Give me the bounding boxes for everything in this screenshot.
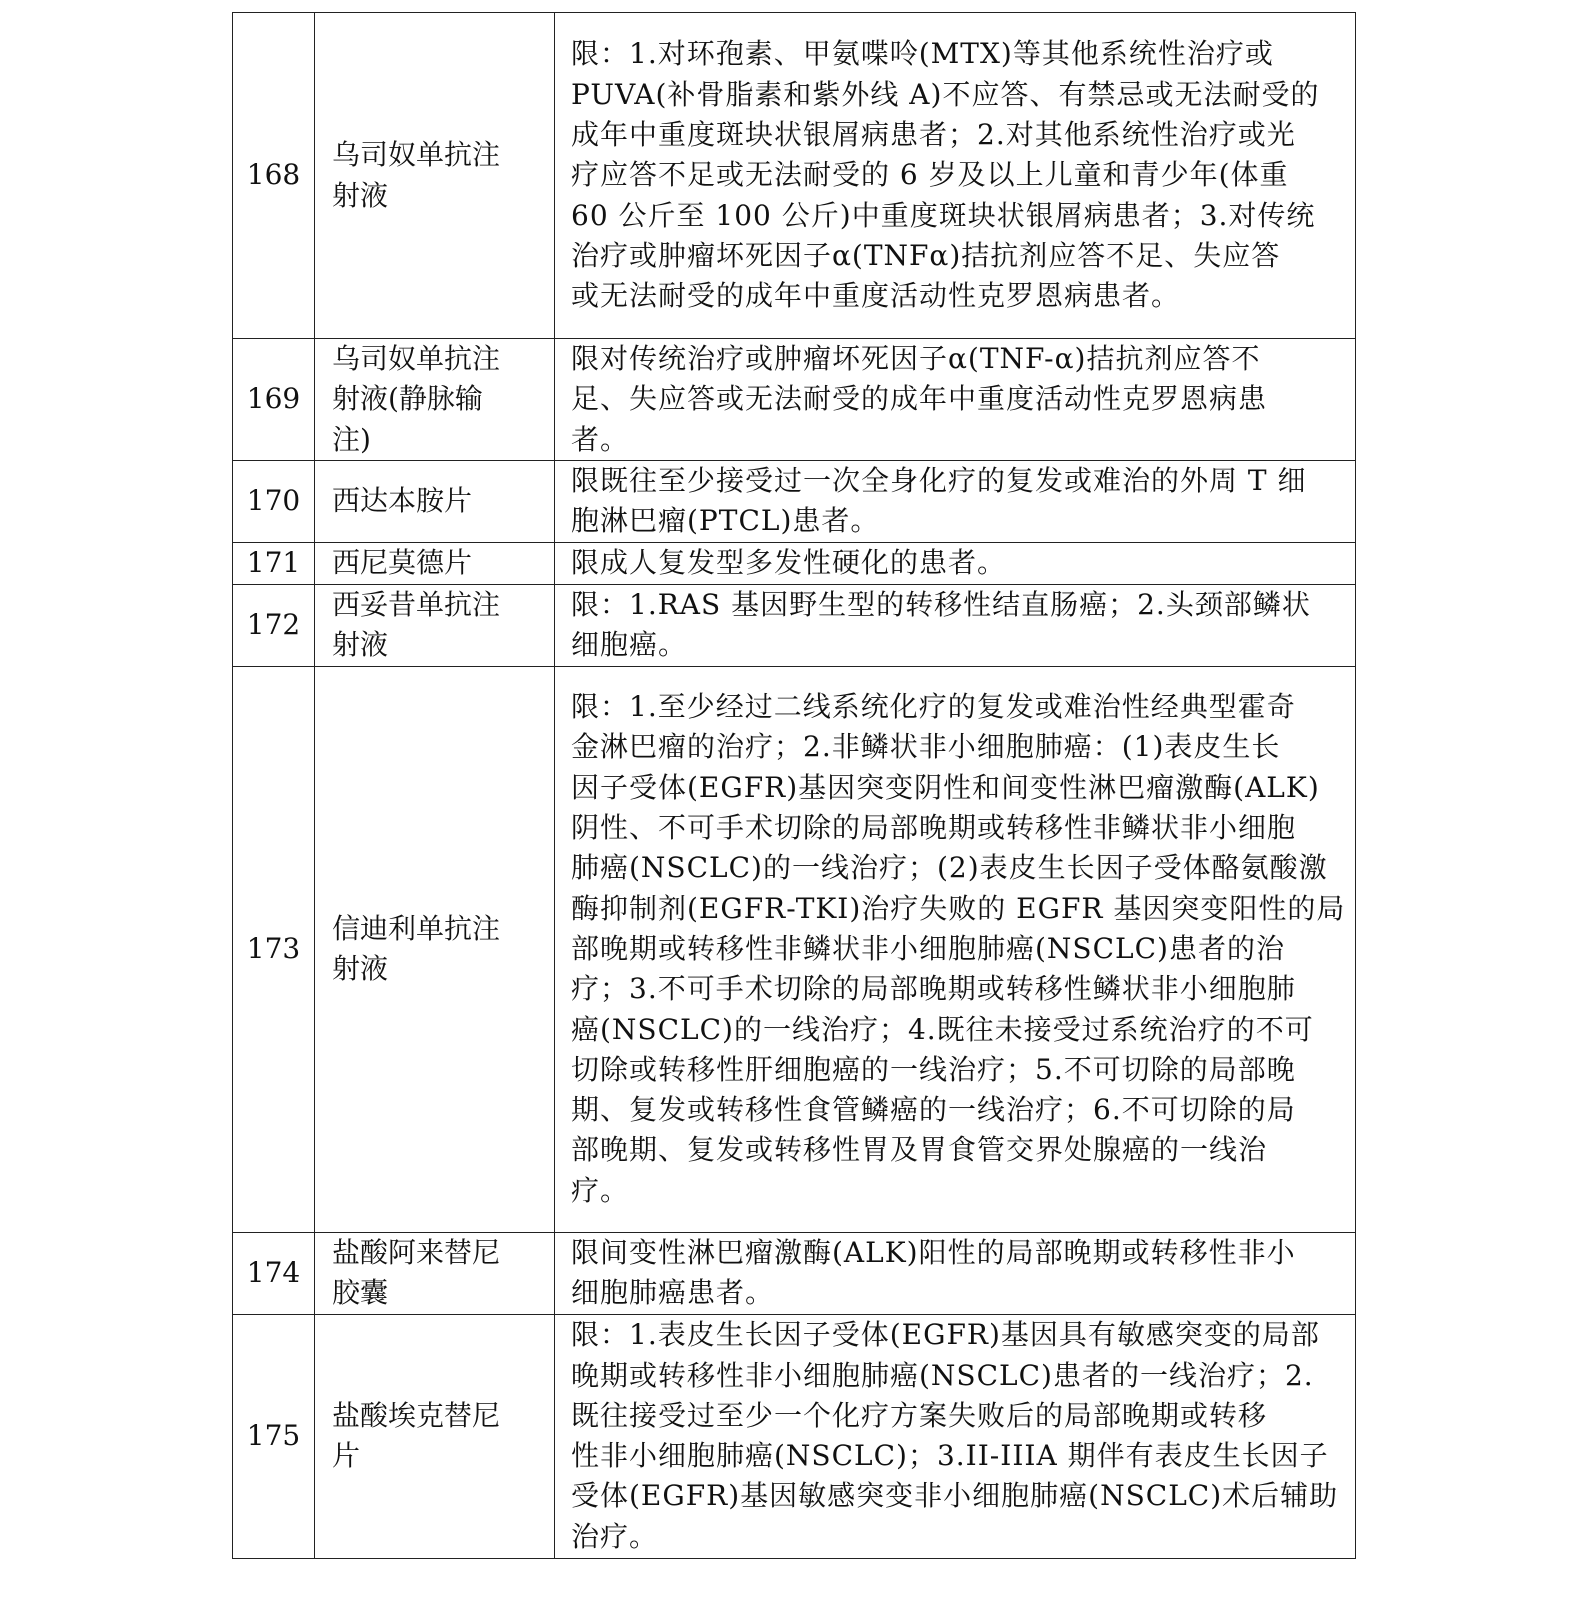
restriction-text-cell — [555, 542, 1356, 584]
restriction-text-line: 晚期或转移性非小细胞肺癌(NSCLC)患者的一线治疗；2. — [571, 1358, 1314, 1392]
restriction-text-line: 肺癌(NSCLC)的一线治疗；(2)表皮生长因子受体酪氨酸激 — [571, 851, 1328, 885]
restriction-text-line: 阴性、不可手术切除的局部晚期或转移性非鳞状非小细胞 — [571, 811, 1297, 845]
row-number: 169 — [233, 339, 315, 461]
drug-restriction-table — [232, 12, 1356, 1559]
drug-name-cell — [315, 666, 555, 1232]
restriction-text-cell — [555, 584, 1356, 666]
restriction-text-cell — [555, 461, 1356, 543]
table-row — [233, 1314, 1356, 1558]
restriction-text-line: 限：1.对环孢素、甲氨喋呤(MTX)等其他系统性治疗或 — [571, 37, 1274, 71]
drug-name-line: 射液 — [332, 628, 389, 662]
drug-name-line: 西达本胺片 — [332, 484, 473, 518]
drug-name-line: 注) — [332, 422, 371, 456]
restriction-text-line: 细胞癌。 — [571, 628, 688, 662]
restriction-text-cell — [555, 13, 1356, 339]
drug-name-line: 胶囊 — [332, 1276, 389, 1310]
drug-name-line: 射液 — [332, 952, 389, 986]
row-number: 171 — [233, 542, 315, 584]
restriction-text-line: 者。 — [571, 422, 630, 456]
restriction-text-cell — [555, 666, 1356, 1232]
table-row — [233, 584, 1356, 666]
restriction-text-line: 治疗。 — [571, 1519, 659, 1553]
restriction-text-line: 疗应答不足或无法耐受的 6 岁及以上儿童和青少年(体重 — [571, 158, 1289, 192]
restriction-text-line: 成年中重度斑块状银屑病患者；2.对其他系统性治疗或光 — [571, 118, 1296, 152]
restriction-text-line: 限：1.至少经过二线系统化疗的复发或难治性经典型霍奇 — [571, 690, 1296, 724]
restriction-text-line: 期、复发或转移性食管鳞癌的一线治疗；6.不可切除的局 — [571, 1093, 1296, 1127]
restriction-text-line: 疗；3.不可手术切除的局部晚期或转移性鳞状非小细胞肺 — [571, 972, 1296, 1006]
restriction-text-line: 细胞肺癌患者。 — [571, 1276, 775, 1310]
drug-name-cell — [315, 13, 555, 339]
restriction-text-line: 或无法耐受的成年中重度活动性克罗恩病患者。 — [571, 279, 1181, 313]
row-number: 175 — [233, 1314, 315, 1558]
drug-name-cell — [315, 542, 555, 584]
restriction-text-line: 足、失应答或无法耐受的成年中重度活动性克罗恩病患 — [571, 382, 1268, 416]
table-row — [233, 1232, 1356, 1314]
drug-name-cell — [315, 1232, 555, 1314]
restriction-text-cell — [555, 1314, 1356, 1558]
restriction-text-line: 限成人复发型多发性硬化的患者。 — [571, 545, 1007, 579]
restriction-text-line: 疗。 — [571, 1173, 630, 1207]
row-number: 170 — [233, 461, 315, 543]
restriction-text-line: 既往接受过至少一个化疗方案失败后的局部晚期或转移 — [571, 1398, 1268, 1432]
drug-name-line: 盐酸埃克替尼 — [332, 1398, 501, 1432]
restriction-text-line: 胞淋巴瘤(PTCL)患者。 — [571, 504, 880, 538]
restriction-text-line: 限：1.RAS 基因野生型的转移性结直肠癌；2.头颈部鳞状 — [571, 587, 1311, 621]
drug-name-line: 西尼莫德片 — [332, 545, 473, 579]
restriction-text-line: 限：1.表皮生长因子受体(EGFR)基因具有敏感突变的局部 — [571, 1318, 1320, 1352]
table-row — [233, 339, 1356, 461]
row-number: 174 — [233, 1232, 315, 1314]
drug-name-cell — [315, 339, 555, 461]
drug-name-line: 乌司奴单抗注 — [332, 138, 501, 172]
drug-name-line: 盐酸阿来替尼 — [332, 1235, 501, 1269]
drug-name-line: 乌司奴单抗注 — [332, 342, 501, 376]
restriction-text-line: 部晚期、复发或转移性胃及胃食管交界处腺癌的一线治 — [571, 1133, 1268, 1167]
drug-name-cell — [315, 1314, 555, 1558]
drug-name-line: 西妥昔单抗注 — [332, 587, 501, 621]
table-row — [233, 13, 1356, 339]
row-number: 168 — [233, 13, 315, 339]
table-body — [233, 13, 1356, 1559]
row-number: 173 — [233, 666, 315, 1232]
restriction-text-line: PUVA(补骨脂素和紫外线 A)不应答、有禁忌或无法耐受的 — [571, 77, 1320, 111]
table-row — [233, 542, 1356, 584]
restriction-text-line: 限对传统治疗或肿瘤坏死因子α(TNF-α)拮抗剂应答不 — [571, 342, 1261, 376]
drug-name-line: 射液 — [332, 178, 389, 212]
restriction-text-line: 限间变性淋巴瘤激酶(ALK)阳性的局部晚期或转移性非小 — [571, 1235, 1296, 1269]
table-row — [233, 461, 1356, 543]
restriction-text-line: 部晚期或转移性非鳞状非小细胞肺癌(NSCLC)患者的治 — [571, 931, 1285, 965]
restriction-text-line: 切除或转移性肝细胞癌的一线治疗；5.不可切除的局部晚 — [571, 1052, 1296, 1086]
restriction-text-cell — [555, 339, 1356, 461]
restriction-text-line: 性非小细胞肺癌(NSCLC)；3.II-IIIA 期伴有表皮生长因子 — [571, 1439, 1329, 1473]
restriction-text-cell — [555, 1232, 1356, 1314]
restriction-text-line: 因子受体(EGFR)基因突变阴性和间变性淋巴瘤激酶(ALK) — [571, 770, 1320, 804]
restriction-text-line: 受体(EGFR)基因敏感突变非小细胞肺癌(NSCLC)术后辅助 — [571, 1479, 1339, 1513]
restriction-text-line: 金淋巴瘤的治疗；2.非鳞状非小细胞肺癌：(1)表皮生长 — [571, 730, 1281, 764]
restriction-text-line: 治疗或肿瘤坏死因子α(TNFα)拮抗剂应答不足、失应答 — [571, 238, 1281, 272]
drug-name-cell — [315, 584, 555, 666]
restriction-text-line: 癌(NSCLC)的一线治疗；4.既往未接受过系统治疗的不可 — [571, 1012, 1314, 1046]
drug-name-line: 射液(静脉输 — [332, 382, 483, 416]
drug-name-line: 信迪利单抗注 — [332, 911, 501, 945]
row-number: 172 — [233, 584, 315, 666]
restriction-text-line: 60 公斤至 100 公斤)中重度斑块状银屑病患者；3.对传统 — [571, 198, 1316, 232]
restriction-text-line: 酶抑制剂(EGFR-TKI)治疗失败的 EGFR 基因突变阳性的局 — [571, 891, 1346, 925]
table-row — [233, 666, 1356, 1232]
drug-name-cell — [315, 461, 555, 543]
restriction-text-line: 限既往至少接受过一次全身化疗的复发或难治的外周 T 细 — [571, 464, 1307, 497]
drug-name-line: 片 — [332, 1439, 361, 1473]
